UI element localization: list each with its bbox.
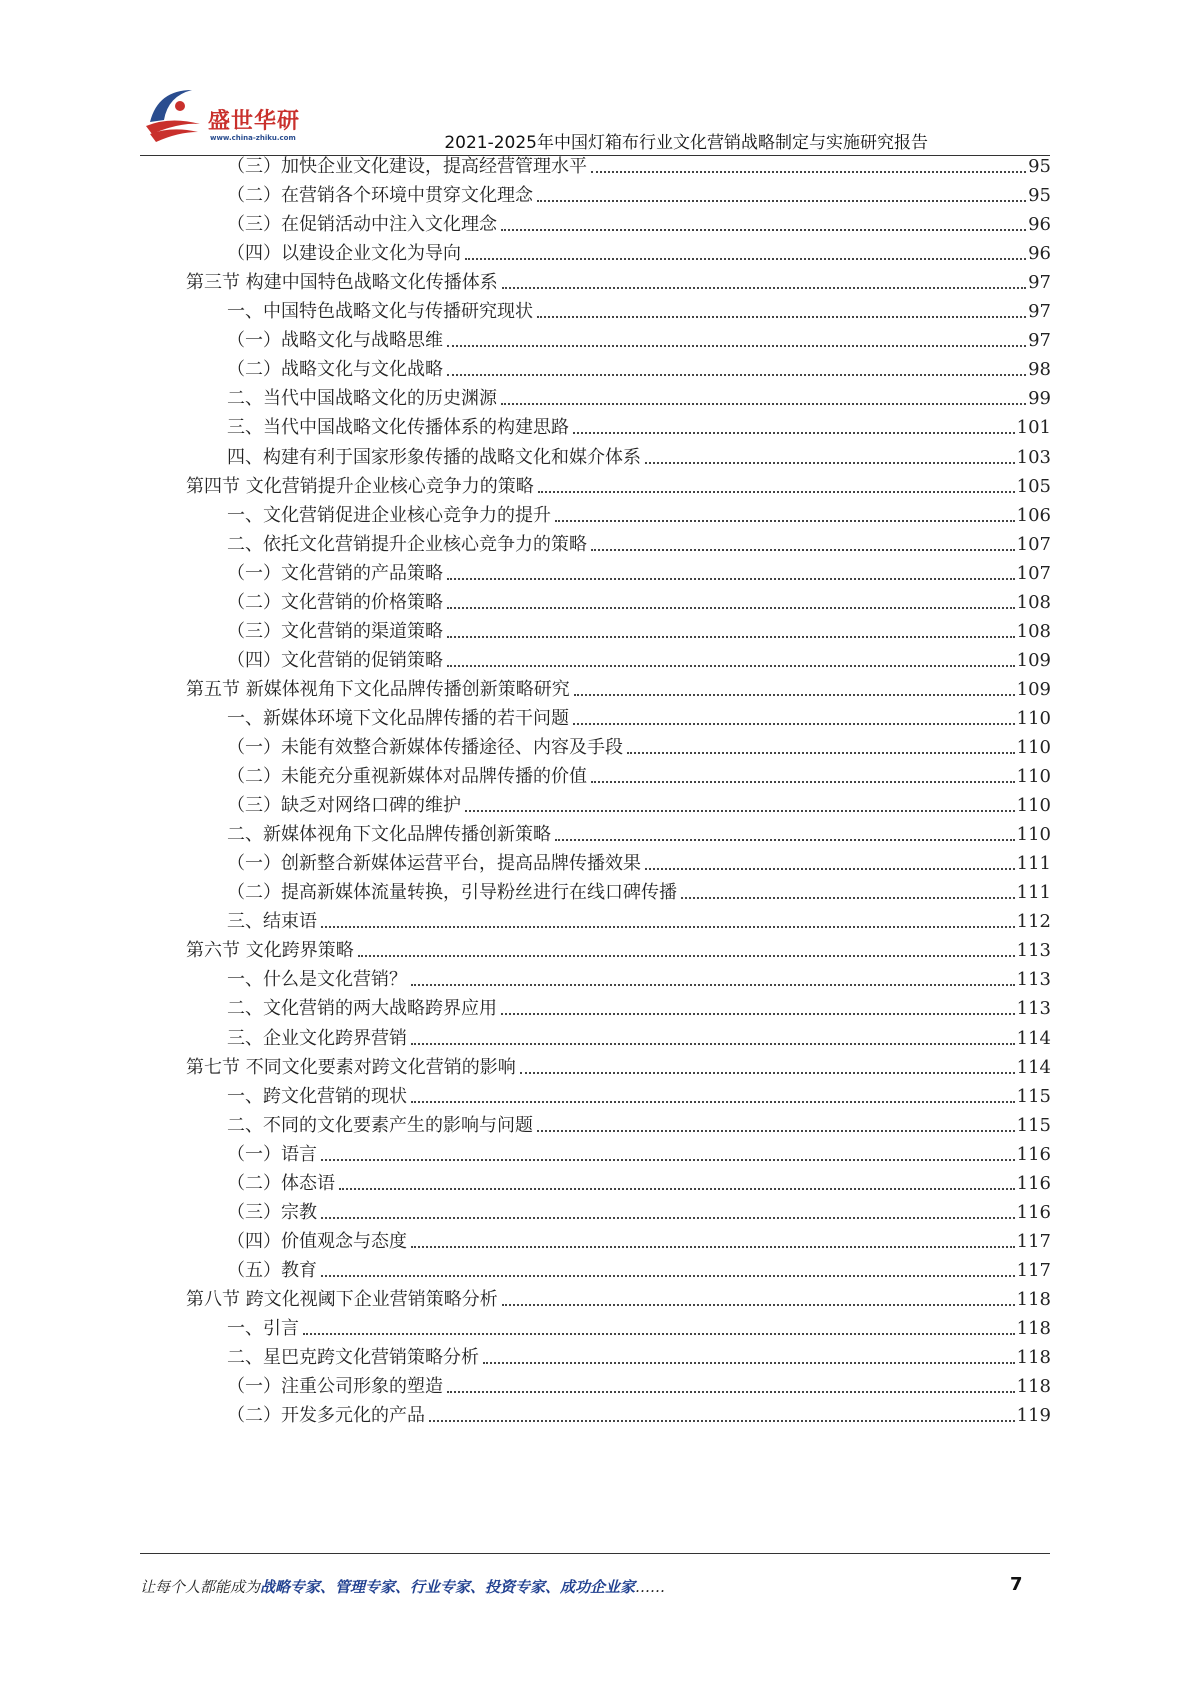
toc-entry[interactable] xyxy=(227,990,1051,1020)
toc-leader-dots xyxy=(447,607,1015,609)
toc-entry[interactable] xyxy=(227,555,1051,585)
toc-entry-title: 一、什么是文化营销？ xyxy=(227,969,407,991)
toc-leader-dots xyxy=(537,1130,1015,1132)
toc-leader-dots xyxy=(411,1101,1015,1103)
toc-entry[interactable] xyxy=(227,409,1051,439)
toc-entry-page: 118 xyxy=(1016,1376,1051,1398)
toc-entry[interactable] xyxy=(227,613,1051,643)
toc-entry-page: 97 xyxy=(1028,301,1051,323)
toc-entry[interactable] xyxy=(227,1397,1051,1427)
toc-entry[interactable] xyxy=(227,903,1051,933)
toc-entry-page: 116 xyxy=(1016,1201,1051,1223)
toc-entry[interactable] xyxy=(227,148,1051,178)
toc-entry-title: （一）语言 xyxy=(227,1143,317,1165)
toc-entry-page: 113 xyxy=(1016,998,1051,1020)
toc-entry-page: 95 xyxy=(1028,156,1051,177)
toc-entry[interactable] xyxy=(227,758,1051,788)
toc-entry-title: 第六节 文化跨界策略 xyxy=(186,940,354,962)
toc-entry-title: （一）注重公司形象的塑造 xyxy=(227,1376,443,1398)
toc-entry-title: （三）宗教 xyxy=(227,1201,317,1223)
toc-leader-dots xyxy=(501,229,1026,231)
page-header xyxy=(0,0,1191,160)
toc-entry[interactable] xyxy=(227,177,1051,207)
toc-leader-dots xyxy=(465,810,1015,812)
toc-leader-dots xyxy=(465,258,1026,260)
toc-entry-page: 108 xyxy=(1016,591,1051,613)
toc-entry[interactable] xyxy=(186,1281,1051,1311)
toc-entry-title: （一）战略文化与战略思维 xyxy=(227,330,443,352)
toc-entry-page: 110 xyxy=(1016,824,1051,846)
toc-entry[interactable] xyxy=(227,439,1051,469)
toc-entry[interactable] xyxy=(227,380,1051,410)
toc-leader-dots xyxy=(573,723,1015,725)
toc-entry-page: 110 xyxy=(1016,766,1051,788)
toc-entry-title: （三）在促销活动中注入文化理念 xyxy=(227,214,497,236)
toc-entry[interactable] xyxy=(227,584,1051,614)
toc-leader-dots xyxy=(411,1246,1015,1248)
toc-leader-dots xyxy=(645,868,1015,870)
footer-prefix: 让每个人都能成为 xyxy=(140,1578,261,1596)
logo-name: 盛世华研 xyxy=(208,109,301,134)
toc-leader-dots xyxy=(537,200,1026,202)
footer-divider xyxy=(140,1553,1050,1554)
toc-entry-title: （二）未能充分重视新媒体对品牌传播的价值 xyxy=(227,766,587,788)
toc-entry[interactable] xyxy=(186,671,1051,701)
document-title: 2021-2025年中国灯箱布行业文化营销战略制定与实施研究报告 xyxy=(444,133,928,153)
toc-entry-page: 106 xyxy=(1016,504,1051,526)
toc-entry[interactable] xyxy=(227,1339,1051,1369)
toc-entry-title: 二、星巴克跨文化营销策略分析 xyxy=(227,1347,479,1369)
toc-entry-page: 118 xyxy=(1016,1318,1051,1339)
toc-entry-page: 111 xyxy=(1016,882,1051,904)
toc-entry-page: 114 xyxy=(1016,1027,1051,1049)
toc-leader-dots xyxy=(358,955,1015,957)
toc-entry[interactable] xyxy=(186,1049,1051,1079)
toc-entry-title: （二）战略文化与文化战略 xyxy=(227,359,443,381)
toc-entry[interactable] xyxy=(227,235,1051,265)
toc-entry-page: 115 xyxy=(1016,1085,1051,1107)
toc-entry-title: （一）创新整合新媒体运营平台，提高品牌传播效果 xyxy=(227,853,641,875)
toc-entry-title: （五）教育 xyxy=(227,1259,317,1281)
toc-leader-dots xyxy=(447,636,1015,638)
toc-entry-title: 三、结束语 xyxy=(227,911,317,933)
toc-leader-dots xyxy=(627,752,1015,754)
toc-entry-page: 107 xyxy=(1016,533,1051,555)
footer-slogan xyxy=(140,1576,665,1597)
company-logo xyxy=(140,82,310,152)
toc-entry[interactable] xyxy=(227,1310,1051,1340)
toc-entry-title: 一、中国特色战略文化与传播研究现状 xyxy=(227,301,533,323)
logo-emblem-icon xyxy=(140,82,210,152)
toc-entry-page: 110 xyxy=(1016,737,1051,758)
toc-entry-title: （三）加快企业文化建设，提高经营管理水平 xyxy=(227,156,587,177)
toc-entry-title: 第八节 跨文化视阈下企业营销策略分析 xyxy=(186,1288,498,1310)
toc-entry-page: 114 xyxy=(1016,1056,1051,1078)
toc-leader-dots xyxy=(681,897,1015,899)
toc-entry-page: 95 xyxy=(1028,185,1051,207)
toc-leader-dots xyxy=(321,1159,1015,1161)
toc-entry[interactable] xyxy=(227,1252,1051,1282)
toc-entry-page: 103 xyxy=(1016,446,1051,468)
toc-entry-page: 117 xyxy=(1016,1259,1051,1281)
toc-entry-page: 117 xyxy=(1016,1230,1051,1252)
toc-entry[interactable] xyxy=(227,1136,1051,1166)
toc-leader-dots xyxy=(447,1391,1015,1393)
page-number: 7 xyxy=(1010,1574,1023,1595)
toc-entry[interactable] xyxy=(227,729,1051,759)
toc-entry-page: 118 xyxy=(1016,1288,1051,1310)
toc-entry-page: 99 xyxy=(1028,388,1051,410)
toc-entry[interactable] xyxy=(227,845,1051,875)
footer-highlight: 战略专家、管理专家、行业专家、投资专家、成功企业家 xyxy=(260,1578,636,1596)
toc-entry-title: 一、跨文化营销的现状 xyxy=(227,1085,407,1107)
toc-entry-page: 96 xyxy=(1028,214,1051,236)
toc-entry[interactable] xyxy=(227,1368,1051,1398)
toc-entry-page: 115 xyxy=(1016,1114,1051,1136)
toc-leader-dots xyxy=(411,984,1015,986)
toc-leader-dots xyxy=(501,1013,1015,1015)
toc-leader-dots xyxy=(447,578,1015,580)
toc-entry-page: 97 xyxy=(1028,330,1051,352)
toc-entry-title: （三）文化营销的渠道策略 xyxy=(227,620,443,642)
toc-entry-title: 二、文化营销的两大战略跨界应用 xyxy=(227,998,497,1020)
toc-entry-page: 111 xyxy=(1016,853,1051,875)
toc-entry-page: 96 xyxy=(1028,243,1051,265)
toc-entry-title: 第三节 构建中国特色战略文化传播体系 xyxy=(186,272,498,294)
toc-leader-dots xyxy=(501,403,1026,405)
toc-entry[interactable] xyxy=(227,816,1051,846)
toc-entry-title: 三、当代中国战略文化传播体系的构建思路 xyxy=(227,417,569,439)
toc-entry-page: 101 xyxy=(1016,417,1051,439)
toc-entry-title: （三）缺乏对网络口碑的维护 xyxy=(227,795,461,817)
toc-entry-title: （四）文化营销的促销策略 xyxy=(227,649,443,671)
toc-entry-title: 第七节 不同文化要素对跨文化营销的影响 xyxy=(186,1056,516,1078)
toc-leader-dots xyxy=(321,1275,1015,1277)
toc-entry-title: 四、构建有利于国家形象传播的战略文化和媒介体系 xyxy=(227,446,641,468)
toc-entry-page: 118 xyxy=(1016,1347,1051,1369)
toc-entry-page: 105 xyxy=(1016,475,1051,497)
toc-entry-title: （二）在营销各个环境中贯穿文化理念 xyxy=(227,185,533,207)
toc-entry-title: 三、企业文化跨界营销 xyxy=(227,1027,407,1049)
toc-entry-title: （二）文化营销的价格策略 xyxy=(227,591,443,613)
toc-entry-page: 108 xyxy=(1016,620,1051,642)
toc-entry-title: （二）提高新媒体流量转换，引导粉丝进行在线口碑传播 xyxy=(227,882,677,904)
toc-entry-page: 98 xyxy=(1028,359,1051,381)
toc-entry-page: 97 xyxy=(1028,272,1051,294)
toc-entry[interactable] xyxy=(227,497,1051,527)
toc-leader-dots xyxy=(555,839,1015,841)
toc-leader-dots xyxy=(502,287,1026,289)
toc-entry[interactable] xyxy=(227,787,1051,817)
logo-url: www.china-zhiku.com xyxy=(210,134,296,142)
toc-leader-dots xyxy=(447,345,1026,347)
toc-leader-dots xyxy=(321,1217,1015,1219)
toc-leader-dots xyxy=(573,432,1015,434)
toc-entry-page: 112 xyxy=(1016,911,1051,933)
toc-entry-title: 二、依托文化营销提升企业核心竞争力的策略 xyxy=(227,533,587,555)
toc-entry-page: 109 xyxy=(1016,649,1051,671)
toc-entry-title: 一、引言 xyxy=(227,1318,299,1339)
toc-entry-page: 109 xyxy=(1016,678,1051,700)
toc-entry-page: 113 xyxy=(1016,969,1051,991)
toc-entry[interactable] xyxy=(227,1165,1051,1195)
toc-entry[interactable] xyxy=(227,351,1051,381)
toc-entry-page: 116 xyxy=(1016,1143,1051,1165)
toc-entry-title: （一）未能有效整合新媒体传播途径、内容及手段 xyxy=(227,737,623,758)
toc-entry-page: 113 xyxy=(1016,940,1051,962)
toc-entry-title: （二）开发多元化的产品 xyxy=(227,1405,425,1427)
toc-entry[interactable] xyxy=(227,293,1051,323)
toc-entry-page: 116 xyxy=(1016,1172,1051,1194)
toc-entry[interactable] xyxy=(227,700,1051,730)
toc-leader-dots xyxy=(520,1072,1015,1074)
toc-entry[interactable] xyxy=(227,206,1051,236)
toc-leader-dots xyxy=(555,520,1015,522)
toc-entry-title: 二、不同的文化要素产生的影响与问题 xyxy=(227,1114,533,1136)
toc-entry-title: 二、新媒体视角下文化品牌传播创新策略 xyxy=(227,824,551,846)
toc-leader-dots xyxy=(411,1043,1015,1045)
toc-entry[interactable] xyxy=(227,1078,1051,1108)
toc-entry-title: （一）文化营销的产品策略 xyxy=(227,562,443,584)
toc-leader-dots xyxy=(429,1420,1015,1422)
toc-entry-title: 一、文化营销促进企业核心竞争力的提升 xyxy=(227,504,551,526)
toc-entry[interactable] xyxy=(227,874,1051,904)
toc-leader-dots xyxy=(645,462,1015,464)
toc-entry-title: （二）体态语 xyxy=(227,1172,335,1194)
toc-entry[interactable] xyxy=(186,468,1051,498)
toc-leader-dots xyxy=(591,549,1015,551)
toc-entry[interactable] xyxy=(227,1020,1051,1050)
toc-entry-title: （四）价值观念与态度 xyxy=(227,1230,407,1252)
toc-entry-title: 一、新媒体环境下文化品牌传播的若干问题 xyxy=(227,707,569,729)
toc-entry-page: 107 xyxy=(1016,562,1051,584)
toc-entry[interactable] xyxy=(227,1107,1051,1137)
toc-entry[interactable] xyxy=(227,526,1051,556)
toc-entry-title: （四）以建设企业文化为导向 xyxy=(227,243,461,265)
toc-entry[interactable] xyxy=(227,642,1051,672)
toc-leader-dots xyxy=(303,1333,1015,1335)
toc-leader-dots xyxy=(447,665,1015,667)
toc-leader-dots xyxy=(447,374,1026,376)
toc-leader-dots xyxy=(591,171,1026,173)
toc-leader-dots xyxy=(321,926,1015,928)
toc-leader-dots xyxy=(591,781,1015,783)
toc-entry[interactable] xyxy=(186,932,1051,962)
toc-entry[interactable] xyxy=(227,961,1051,991)
toc-entry-title: 第四节 文化营销提升企业核心竞争力的策略 xyxy=(186,475,534,497)
toc-leader-dots xyxy=(537,316,1026,318)
toc-entry-page: 119 xyxy=(1016,1405,1051,1427)
toc-leader-dots xyxy=(502,1304,1015,1306)
toc-leader-dots xyxy=(538,491,1015,493)
toc-entry[interactable] xyxy=(186,264,1051,294)
toc-entry-page: 110 xyxy=(1016,795,1051,817)
toc-leader-dots xyxy=(483,1362,1015,1364)
toc-leader-dots xyxy=(574,694,1015,696)
toc-entry-title: 第五节 新媒体视角下文化品牌传播创新策略研究 xyxy=(186,678,570,700)
toc-entry-page: 110 xyxy=(1016,707,1051,729)
footer-suffix: …… xyxy=(635,1578,666,1596)
toc-entry[interactable] xyxy=(227,1223,1051,1253)
toc-entry[interactable] xyxy=(227,322,1051,352)
toc-entry-title: 二、当代中国战略文化的历史渊源 xyxy=(227,388,497,410)
toc-leader-dots xyxy=(339,1188,1015,1190)
toc-entry[interactable] xyxy=(227,1194,1051,1224)
